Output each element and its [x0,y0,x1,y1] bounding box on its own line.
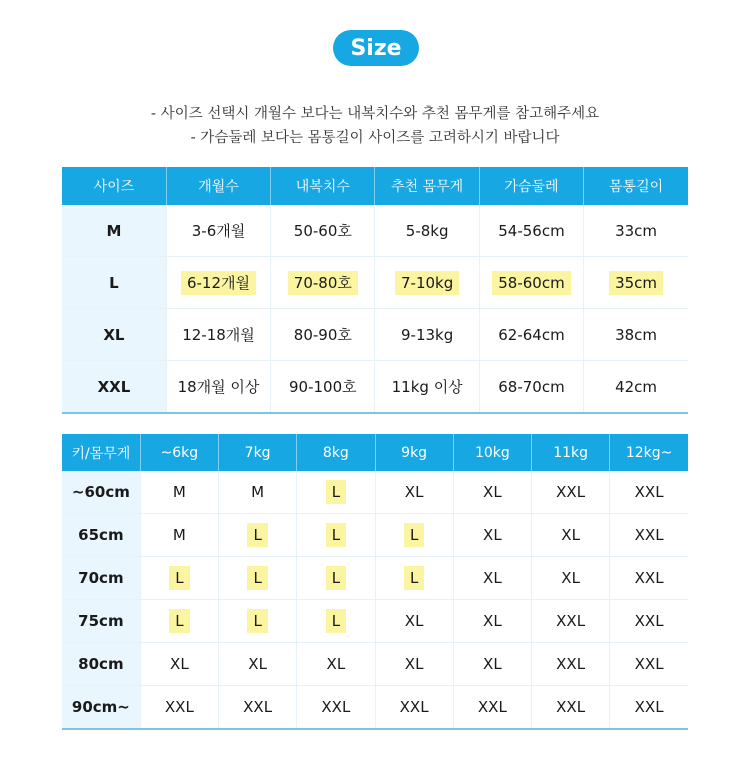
cell-value: XL [483,612,502,630]
table-row [62,309,688,361]
table-cell [140,557,218,600]
table-cell [375,205,479,257]
table-cell [219,514,297,557]
cell-value: XL [483,655,502,673]
table-cell [219,600,297,643]
table-cell [610,686,688,730]
table-cell [140,514,218,557]
cell-value: 6-12개월 [181,271,256,295]
table-cell [271,257,375,309]
cell-value: XL [483,483,502,501]
column-header: 가슴둘레 [479,167,583,205]
cell-value: 33cm [615,221,658,240]
cell-value: L [326,523,346,547]
cell-value: M [172,526,186,544]
cell-value: L [404,566,424,590]
table-cell [219,643,297,686]
table-cell [166,361,270,414]
column-header: 11kg [532,434,610,471]
table-cell [584,309,688,361]
size-badge: Size [333,30,419,66]
cell-value: XL [404,655,424,673]
table-cell [453,686,531,730]
cell-value: 62-64cm [498,325,565,344]
table-cell [610,600,688,643]
cell-value: L [247,566,267,590]
cell-value: 12-18개월 [182,326,255,344]
cell-value: 65cm [78,526,124,544]
cell-value: 9-13kg [401,325,454,344]
cell-value: L [326,480,346,504]
cell-value: XXL [634,655,664,673]
column-header: 7kg [219,434,297,471]
cell-value: XXL [97,377,131,396]
table-cell [610,471,688,514]
table-cell [479,205,583,257]
table-cell [375,471,453,514]
cell-value: XXL [634,612,664,630]
cell-value: XXL [477,698,507,716]
height-weight-fit-table [62,434,688,730]
table-cell [140,643,218,686]
table-cell [166,257,270,309]
cell-value: 70-80호 [288,271,358,295]
table-cell [297,643,375,686]
table-row [62,643,688,686]
note-line: - 가슴둘레 보다는 몸통길이 사이즈를 고려하시기 바랍니다 [190,130,560,146]
table-cell [297,557,375,600]
table-cell [532,686,610,730]
cell-value: XL [103,325,125,344]
table-row [62,471,688,514]
cell-value: M [106,221,122,240]
row-header-cell [62,471,140,514]
cell-value: 75cm [78,612,124,630]
cell-value: XXL [243,698,273,716]
cell-value: 50-60호 [293,222,352,240]
cell-value: XXL [556,483,586,501]
table-cell [453,600,531,643]
cell-value: L [169,609,189,633]
cell-value: XL [483,569,502,587]
cell-value: 11kg 이상 [391,378,463,396]
table-row [62,686,688,730]
row-header-cell [62,643,140,686]
row-header-cell [62,600,140,643]
column-header: 내복치수 [271,167,375,205]
cell-value: XL [483,526,502,544]
row-header-cell [62,361,166,414]
table-cell [219,686,297,730]
column-header: 몸통길이 [584,167,688,205]
cell-value: L [247,609,267,633]
table-cell [219,557,297,600]
cell-value: 38cm [615,325,658,344]
cell-value: XL [326,655,346,673]
table-cell [610,557,688,600]
table-cell [479,361,583,414]
cell-value: XL [170,655,189,673]
column-header: 9kg [375,434,453,471]
row-header-cell [62,257,166,309]
table-cell [532,471,610,514]
cell-value: 3-6개월 [191,222,246,240]
table-row [62,205,688,257]
size-notes [0,102,750,150]
cell-value: 54-56cm [498,221,565,240]
cell-value: XXL [399,698,429,716]
cell-value: 35cm [609,271,663,295]
table-cell [532,557,610,600]
cell-value: L [169,566,189,590]
cell-value: 90-100호 [289,378,357,396]
cell-value: XXL [634,569,664,587]
table-cell [271,361,375,414]
column-header: 개월수 [166,167,270,205]
table-row [62,557,688,600]
table-cell [453,643,531,686]
table-row [62,361,688,414]
table-cell [584,361,688,414]
table-cell [532,514,610,557]
cell-value: M [251,483,265,501]
row-header-cell [62,557,140,600]
cell-value: 58-60cm [492,271,570,295]
table-row [62,257,688,309]
cell-value: 42cm [615,377,658,396]
table-cell [297,471,375,514]
cell-value: 80-90호 [293,326,352,344]
row-header-cell [62,205,166,257]
table-cell [375,309,479,361]
cell-value: XXL [634,526,664,544]
column-header: 키/몸무게 [62,434,140,471]
table-cell [453,471,531,514]
cell-value: 7-10kg [395,271,459,295]
row-header-cell [62,309,166,361]
table-cell [610,514,688,557]
cell-value: XL [561,526,580,544]
table-cell [375,514,453,557]
column-header: ~6kg [140,434,218,471]
table-cell [453,514,531,557]
cell-value: XXL [634,698,664,716]
cell-value: L [404,523,424,547]
table-cell [479,257,583,309]
table-cell [219,471,297,514]
cell-value: XXL [556,655,586,673]
column-header: 12kg~ [610,434,688,471]
table-cell [453,557,531,600]
cell-value: L [326,609,346,633]
note-line: - 사이즈 선택시 개월수 보다는 내복치수와 추천 몸무게를 참고해주세요 [150,106,600,122]
table-cell [375,361,479,414]
cell-value: XXL [321,698,351,716]
table-cell [532,600,610,643]
row-header-cell [62,514,140,557]
table-cell [375,257,479,309]
table-row [62,600,688,643]
table-cell [375,686,453,730]
table-cell [584,205,688,257]
cell-value: XL [404,483,424,501]
cell-value: XL [561,569,580,587]
cell-value: XXL [556,698,586,716]
table-cell [297,686,375,730]
row-header-cell [62,686,140,730]
table-cell [166,309,270,361]
cell-value: 68-70cm [498,377,565,396]
cell-value: L [109,273,119,292]
cell-value: M [172,483,186,501]
cell-value: 5-8kg [405,221,449,240]
cell-value: XXL [556,612,586,630]
table-cell [479,309,583,361]
table-cell [532,643,610,686]
column-header: 8kg [297,434,375,471]
cell-value: L [247,523,267,547]
cell-value: XXL [164,698,194,716]
cell-value: 18개월 이상 [177,378,260,396]
column-header: 사이즈 [62,167,166,205]
cell-value: ~60cm [71,483,130,501]
column-header: 추천 몸무게 [375,167,479,205]
cell-value: 70cm [78,569,124,587]
cell-value: 90cm~ [71,698,130,716]
table-cell [375,557,453,600]
table-cell [140,471,218,514]
table-cell [375,600,453,643]
table-cell [271,205,375,257]
column-header: 10kg [453,434,531,471]
cell-value: XL [404,612,424,630]
table-cell [584,257,688,309]
cell-value: XL [248,655,267,673]
table-cell [375,643,453,686]
table-cell [166,205,270,257]
table-cell [297,600,375,643]
table-cell [140,686,218,730]
cell-value: 80cm [78,655,124,673]
table-cell [297,514,375,557]
table-cell [610,643,688,686]
size-spec-table [62,167,688,414]
table-cell [140,600,218,643]
table-cell [271,309,375,361]
cell-value: XXL [634,483,664,501]
table-row [62,514,688,557]
cell-value: L [326,566,346,590]
